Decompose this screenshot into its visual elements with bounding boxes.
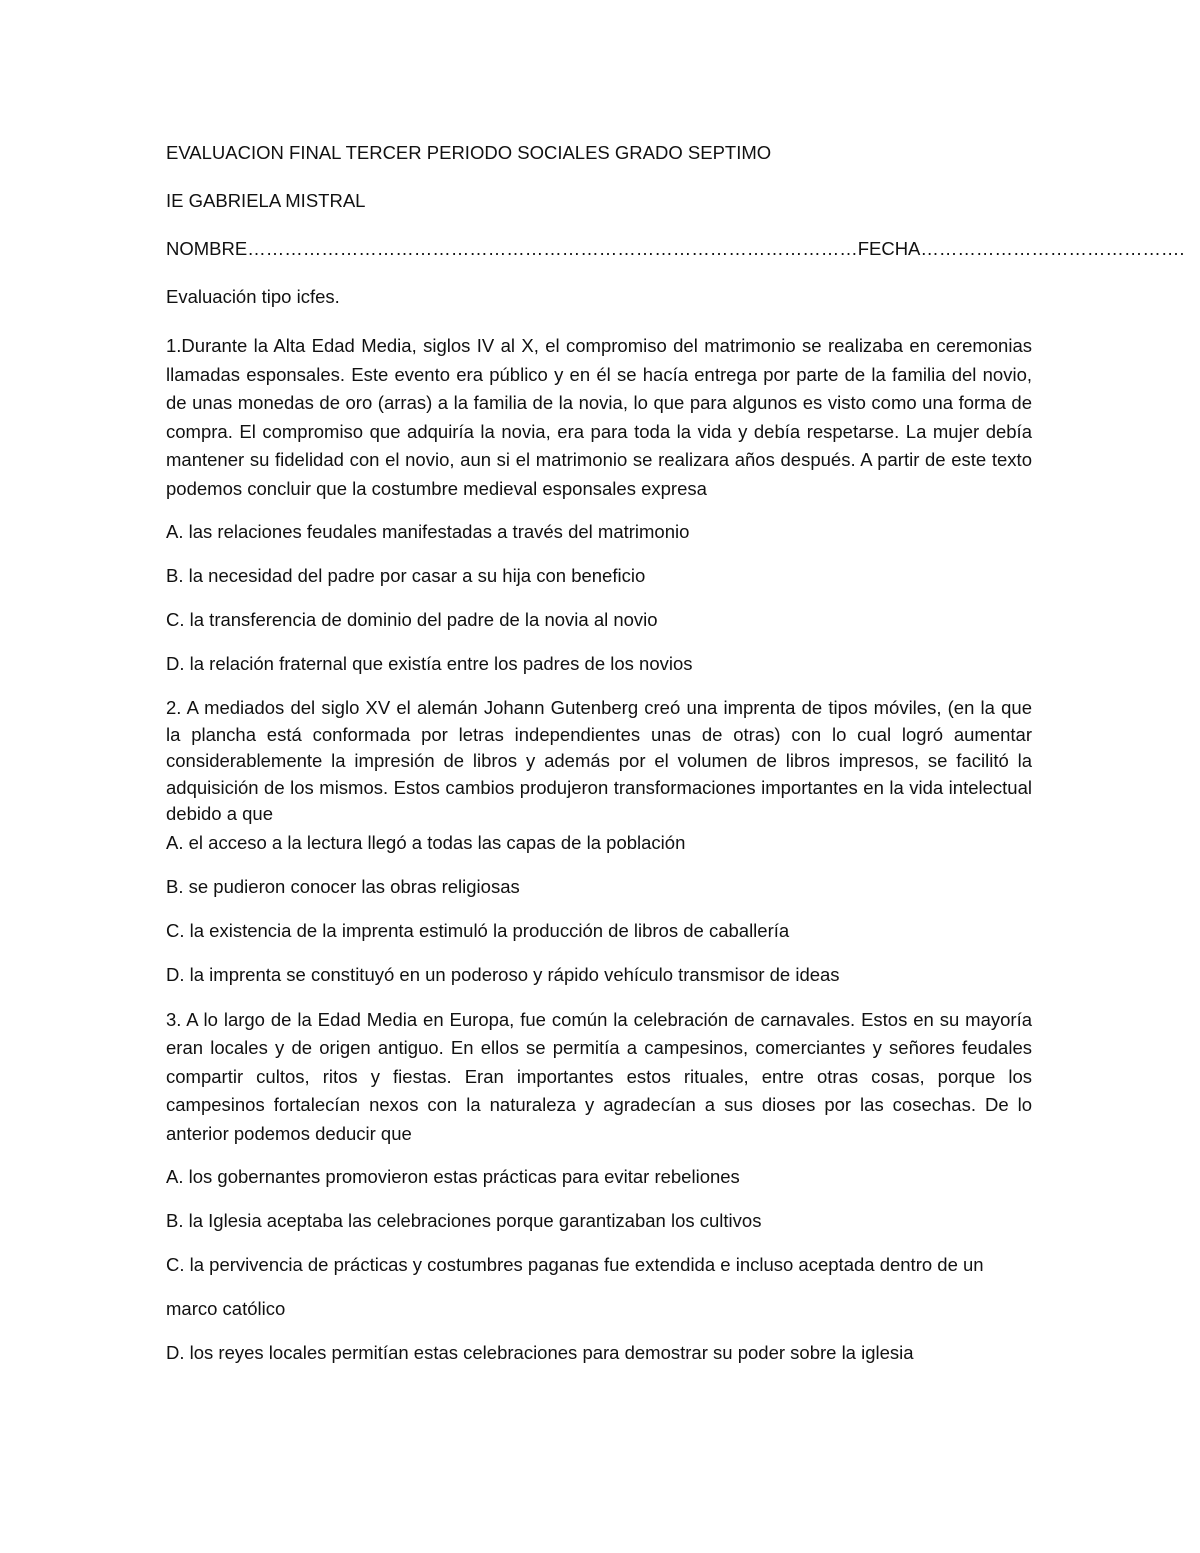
question-1-option-b: B. la necesidad del padre por casar a su hija con beneficio [166,565,646,586]
question-1-option-d: D. la relación fraternal que existía entre los padres de los novios [166,653,693,674]
question-3-option-c-continued: marco católico [166,1298,286,1319]
school-name: IE GABRIELA MISTRAL [166,190,366,211]
question-3-option-c: C. la pervivencia de prácticas y costumbres paganas fue extendida e incluso aceptada dentro de un [166,1254,984,1275]
question-2-option-c: C. la existencia de la imprenta estimuló la producción de libros de caballería [166,919,790,941]
question-1-option-a: A. las relaciones feudales manifestadas a través del matrimonio [166,521,690,542]
question-2-option-b: B. se pudieron conocer las obras religiosas [166,875,520,897]
question-1-text: 1.Durante la Alta Edad Media, siglos IV al X, el compromiso del matrimonio se realizaba en ceremonias llamadas esponsales. Este evento era público y en él se hacía entrega por parte de la familia del novio, de unas monedas de oro (arras) a la familia de la novia, lo que para algunos es visto como una forma de compra. El compromiso que adquiría la novia, era para toda la vida y debía respetarse. La mujer debía mantener su fidelidad con el novio, aun si el matrimonio se realizara años después. A partir de este texto podemos concluir que la costumbre medieval esponsales expresa [166,335,1032,499]
question-2-text: 2. A mediados del siglo XV el alemán Johann Gutenberg creó una imprenta de tipos móviles, (en la que la plancha está conformada por letras independientes unas de otras) con lo cual logró aumentar considerablemente la impresión de libros y además por el volumen de libros impresos, se facilitó la adquisición de los mismos. Estos cambios produjeron transformaciones importantes en la vida intelectual debido a que [166,697,1032,824]
name-date-line: NOMBRE………………………………………………………………………………………FECHA……………………………………. [166,238,1185,259]
exam-type: Evaluación tipo icfes. [166,286,340,307]
question-3-text: 3. A lo largo de la Edad Media en Europa, fue común la celebración de carnavales. Estos en su mayoría eran locales y de origen antiguo. En ellos se permitía a campesinos, comerciantes y señores feudales compartir cultos, ritos y fiestas. Eran importantes estos rituales, entre otras cosas, porque los campesinos fortalecían nexos con la naturaleza y agradecían a sus dioses por las cosechas. De lo anterior podemos deducir que [166,1008,1032,1144]
question-3-option-b: B. la Iglesia aceptaba las celebraciones porque garantizaban los cultivos [166,1210,762,1231]
exam-document [166,140,1185,1384]
question-2-option-a: A. el acceso a la lectura llegó a todas las capas de la población [166,831,686,853]
question-1-option-c: C. la transferencia de dominio del padre de la novia al novio [166,609,658,630]
question-3-option-d: D. los reyes locales permitían estas celebraciones para demostrar su poder sobre la iglesia [166,1342,914,1363]
question-2-option-d: D. la imprenta se constituyó en un poderoso y rápido vehículo transmisor de ideas [166,963,840,985]
question-3-option-a: A. los gobernantes promovieron estas prácticas para evitar rebeliones [166,1166,740,1187]
exam-title: EVALUACION FINAL TERCER PERIODO SOCIALES GRADO SEPTIMO [166,142,772,163]
